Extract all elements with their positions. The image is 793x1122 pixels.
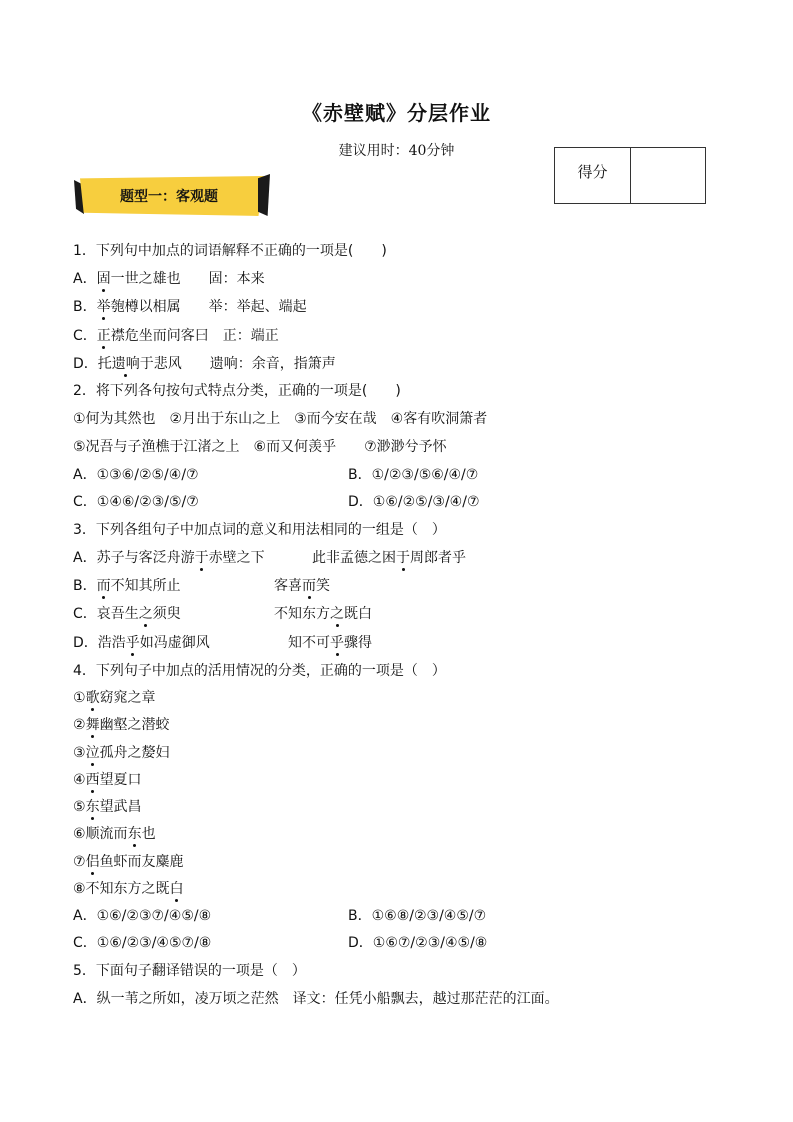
q4-option-b: B．①⑥⑧/②③/④⑤/⑦ xyxy=(348,908,487,924)
section-banner xyxy=(74,172,270,220)
q3-option-b-left: B．而不知其所止 xyxy=(73,578,181,594)
score-value-cell xyxy=(631,148,705,203)
q1-stem: 1．下列句中加点的词语解释不正确的一项是( ) xyxy=(73,243,387,259)
q3-option-a-left: A．苏子与客泛舟游于赤壁之下 xyxy=(73,550,265,566)
q3-option-d-right: 知不可乎骤得 xyxy=(288,635,372,651)
q4-item: ⑤东望武昌 xyxy=(73,799,142,815)
q5-stem: 5．下面句子翻译错误的一项是（ ） xyxy=(73,963,306,979)
q2-sentences-2: ⑤况吾与子渔樵于江渚之上 ⑥而又何羡乎 ⑦渺渺兮予怀 xyxy=(73,439,447,455)
q2-option-c: C．①④⑥/②③/⑤/⑦ xyxy=(73,494,199,510)
banner-right-edge xyxy=(258,174,270,216)
q4-option-d: D．①⑥⑦/②③/④⑤/⑧ xyxy=(348,935,488,951)
section-label: 题型一：客观题 xyxy=(120,189,218,205)
q4-item: ⑥顺流而东也 xyxy=(73,826,156,842)
q2-stem: 2．将下列各句按句式特点分类，正确的一项是( ) xyxy=(73,383,401,399)
q4-item: ②舞幽壑之潜蛟 xyxy=(73,717,170,733)
q4-item: ④西望夏口 xyxy=(73,772,142,788)
score-box xyxy=(554,147,706,204)
q2-option-a: A．①③⑥/②⑤/④/⑦ xyxy=(73,467,199,483)
q3-option-c-left: C．哀吾生之须臾 xyxy=(73,606,181,622)
q4-item: ⑧不知东方之既白 xyxy=(73,881,184,897)
q4-stem: 4．下列句子中加点的活用情况的分类，正确的一项是（ ） xyxy=(73,663,446,679)
q4-item: ③泣孤舟之嫠妇 xyxy=(73,745,170,761)
q4-item: ⑦侣鱼虾而友麋鹿 xyxy=(73,854,184,870)
q2-option-d: D．①⑥/②⑤/③/④/⑦ xyxy=(348,494,480,510)
q1-option-d: D．托遗响于悲风 遗响：余音，指箫声 xyxy=(73,356,336,372)
q3-option-c-right: 不知东方之既白 xyxy=(274,606,372,622)
q4-option-a: A．①⑥/②③⑦/④⑤/⑧ xyxy=(73,908,212,924)
score-label: 得分 xyxy=(555,148,631,203)
q2-sentences-1: ①何为其然也 ②月出于东山之上 ③而今安在哉 ④客有吹洞箫者 xyxy=(73,411,488,427)
q3-stem: 3．下列各组句子中加点词的意义和用法相同的一组是（ ） xyxy=(73,522,446,538)
page-title: 《赤壁赋》分层作业 xyxy=(302,101,491,125)
q1-option-a: A．固一世之雄也 固：本来 xyxy=(73,271,265,287)
q1-option-c: C．正襟危坐而问客曰 正：端正 xyxy=(73,328,279,344)
q5-option-a: A．纵一苇之所如，凌万顷之茫然 译文：任凭小船飘去，越过那茫茫的江面。 xyxy=(73,991,559,1007)
q2-option-b: B．①/②③/⑤⑥/④/⑦ xyxy=(348,467,479,483)
q4-option-c: C．①⑥/②③/④⑤⑦/⑧ xyxy=(73,935,212,951)
q3-option-b-right: 客喜而笑 xyxy=(274,578,330,594)
suggested-time: 建议用时：40分钟 xyxy=(338,143,455,159)
q1-option-b: B．举匏樽以相属 举：举起、端起 xyxy=(73,299,307,315)
q3-option-a-right: 此非孟德之困于周郎者乎 xyxy=(312,550,466,566)
q4-item: ①歌窈窕之章 xyxy=(73,690,156,706)
q3-option-d-left: D．浩浩乎如冯虚御风 xyxy=(73,635,210,651)
